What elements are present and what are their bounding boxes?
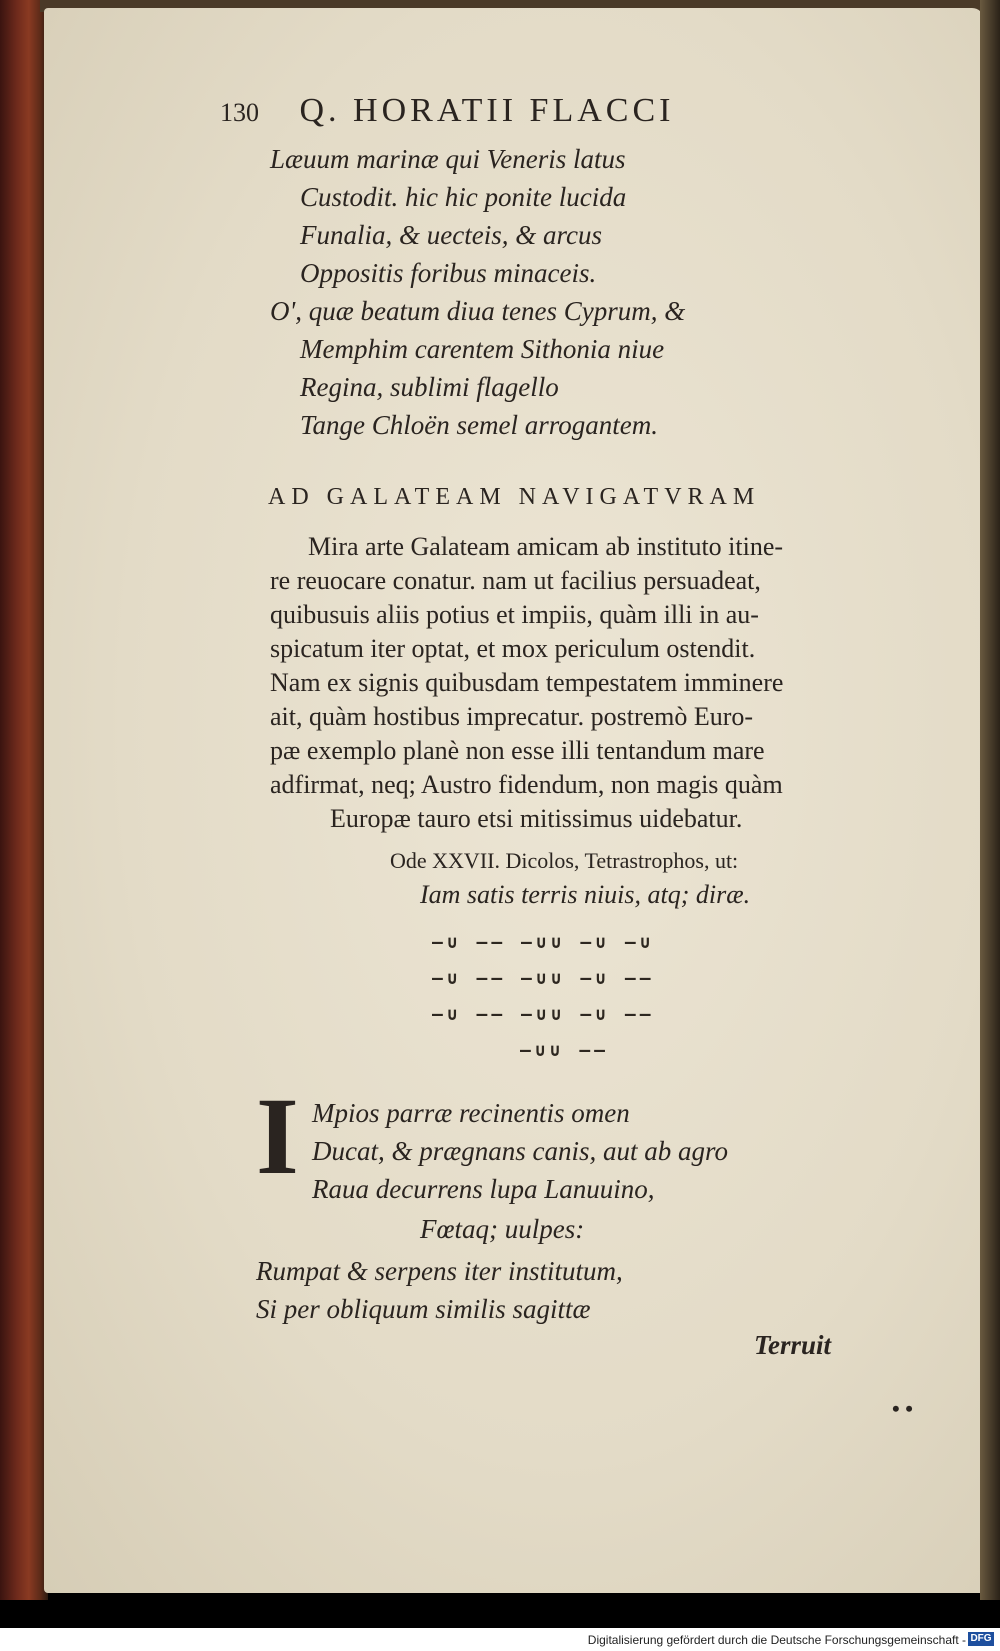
- argument-line: re reuocare conatur. nam ut facilius persuadeat,: [270, 566, 761, 595]
- verse-line: Funalia, & uecteis, & arcus: [300, 220, 602, 250]
- footer-funding-text: Digitalisierung gefördert durch die Deutsche Forschungsgemeinschaft -: [587, 1633, 966, 1647]
- meter-line: –∪∪ ––: [520, 1040, 610, 1061]
- ode-line: Ducat, & prægnans canis, aut ab agro: [312, 1136, 729, 1166]
- verse-line: O', quæ beatum diua tenes Cyprum, &: [270, 296, 686, 326]
- argument-line: Europæ tauro etsi mitissimus uidebatur.: [330, 804, 743, 833]
- ode-line: Si per obliquum similis sagittæ: [256, 1294, 591, 1324]
- ode-line: Fœtaq; uulpes:: [420, 1214, 585, 1244]
- argument-line: adfirmat, neq; Austro fidendum, non magis quàm: [270, 770, 783, 799]
- ode-heading: Ode XXVII. Dicolos, Tetrastrophos, ut:: [390, 848, 739, 873]
- verse-line: Oppositis foribus minaceis.: [300, 258, 597, 288]
- section-title: AD GALATEAM NAVIGATVRAM: [268, 484, 761, 510]
- footer-bar: [0, 1628, 1000, 1651]
- argument-line: Nam ex signis quibusdam tempestatem imminere: [270, 668, 784, 697]
- page-number: 130: [220, 98, 259, 127]
- ink-dots: • •: [892, 1396, 913, 1421]
- verse-line: Memphim carentem Sithonia niue: [300, 334, 665, 364]
- book-binding-edge: [0, 0, 48, 1600]
- argument-line: spicatum iter optat, et mox periculum ostendit.: [270, 634, 756, 663]
- verse-line: Custodit. hic hic ponite lucida: [300, 182, 627, 212]
- ode-line: Mpios parræ recinentis omen: [312, 1098, 630, 1128]
- verse-line: Regina, sublimi flagello: [300, 372, 559, 402]
- ode-line: Raua decurrens lupa Lanuuino,: [312, 1174, 655, 1204]
- ode-example-line: Iam satis terris niuis, atq; diræ.: [420, 880, 751, 909]
- ode-line: Rumpat & serpens iter institutum,: [256, 1256, 623, 1286]
- meter-line: –∪ –– –∪∪ –∪ ––: [432, 968, 655, 989]
- page-right-edge: [980, 0, 1000, 1600]
- argument-line: ait, quàm hostibus imprecatur. postremò Euro-: [270, 702, 754, 731]
- running-header: [220, 92, 674, 130]
- argument-line: quibusuis aliis potius et impiis, quàm illi in au-: [270, 600, 759, 629]
- dfg-logo-icon: DFG: [968, 1632, 994, 1646]
- running-title: Q. HORATII FLACCI: [299, 92, 675, 129]
- meter-line: –∪ –– –∪∪ –∪ –∪: [432, 932, 655, 953]
- verse-line: Tange Chloën semel arrogantem.: [300, 410, 658, 440]
- argument-line: Mira arte Galateam amicam ab instituto itine-: [308, 532, 784, 561]
- verse-line: Læuum marinæ qui Veneris latus: [270, 144, 626, 174]
- argument-line: pæ exemplo planè non esse illi tentandum mare: [270, 736, 765, 765]
- catchword: Terruit: [754, 1330, 832, 1360]
- drop-capital: I: [256, 1075, 299, 1197]
- meter-line: –∪ –– –∪∪ –∪ ––: [432, 1004, 655, 1025]
